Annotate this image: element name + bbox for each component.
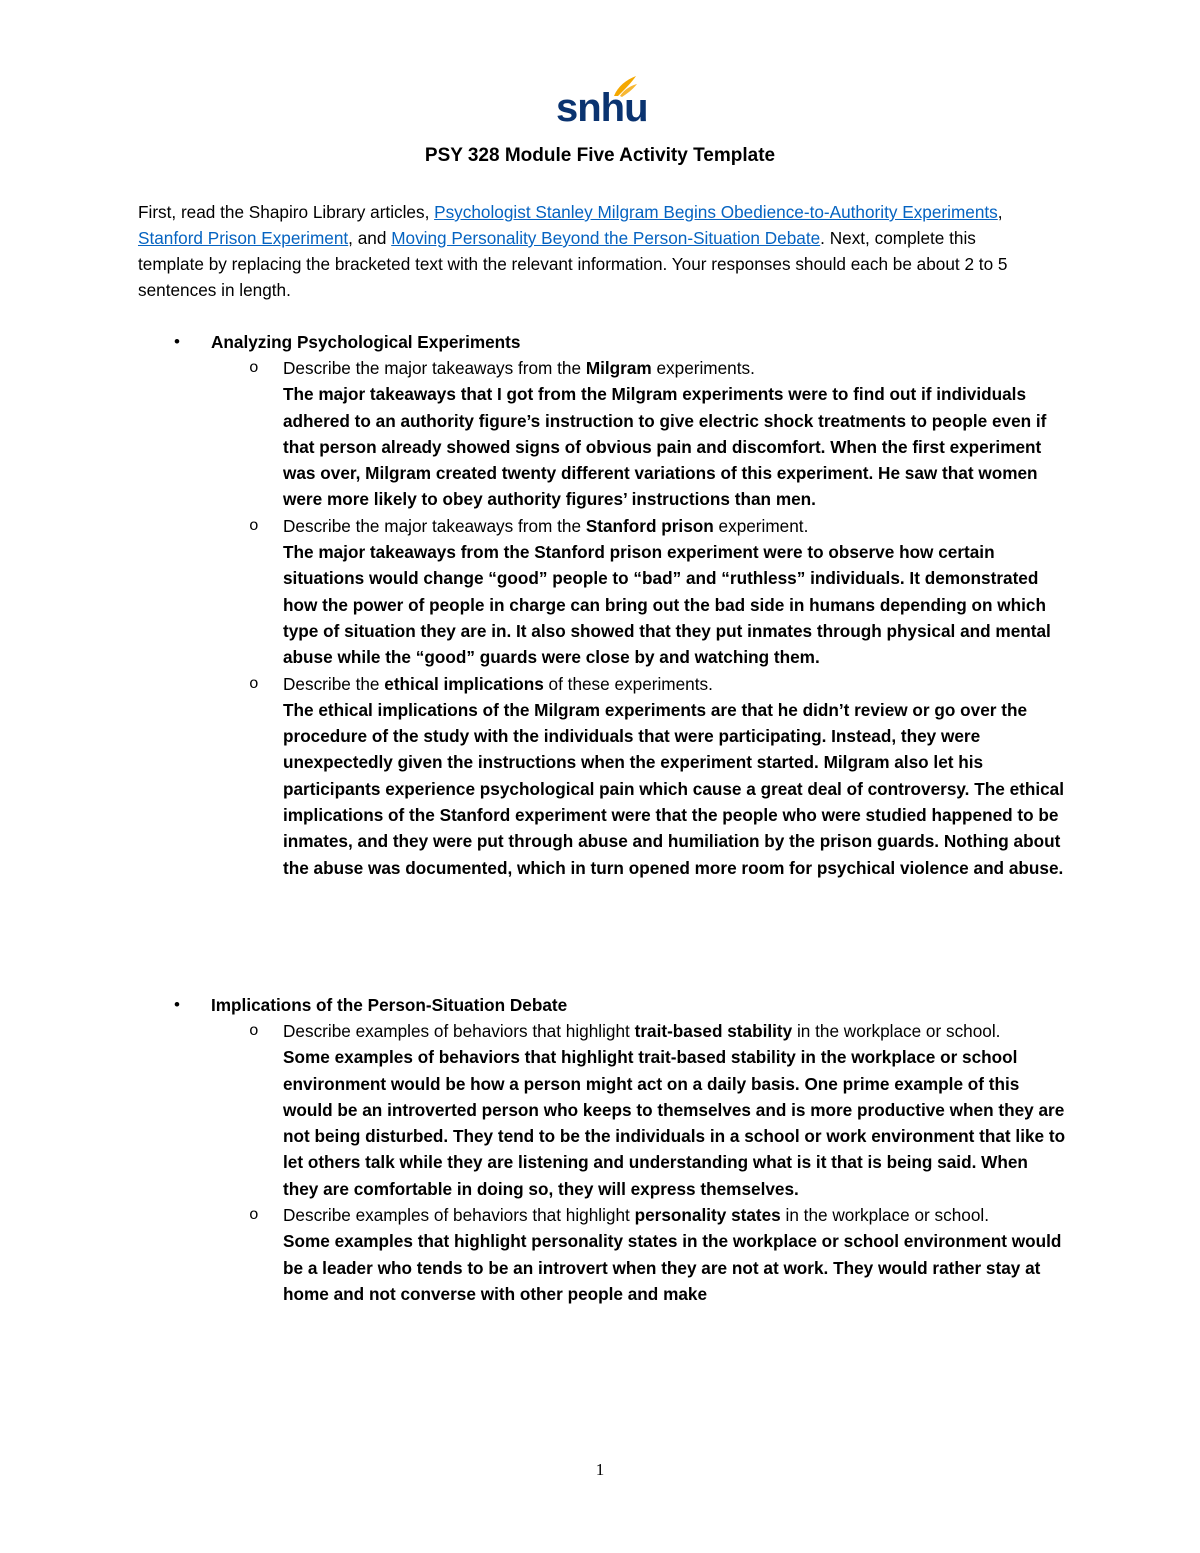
sub-bullet-marker: o: [249, 1022, 259, 1040]
list-item: [249, 355, 1068, 513]
link-person-situation-article[interactable]: Moving Personality Beyond the Person-Situation Debate: [391, 228, 821, 248]
list-item: [249, 513, 1068, 671]
section-heading: Analyzing Psychological Experiments: [211, 332, 521, 352]
page-number: 1: [595, 1460, 605, 1479]
section-heading-row: [138, 992, 1068, 1018]
question-keyword: ethical implications: [384, 673, 544, 694]
logo-wordmark: snhu: [556, 86, 648, 130]
intro-text-1: First, read the Shapiro Library articles,: [138, 202, 435, 222]
answer-text: The ethical implications of the Milgram experiments are that he didn’t review or go over the procedure of the study with the individuals that were participating. Instead, they were unexpectedly given the instructions when the experiment started. Milgram also let his participants experience psychological pain which cause a great deal of controversy. The ethical implications of the Stanford experiment were that the people who were studied happened to be inmates, and they were put through abuse and humiliation by the prison guards. Nothing about the abuse was documented, which in turn opened more room for psychical violence and abuse.: [283, 699, 1065, 878]
question-text: [283, 513, 1068, 539]
question-keyword: trait-based stability: [634, 1021, 793, 1041]
answer-text: The major takeaways from the Stanford prison experiment were to observe how certain situations would change “good” people to “bad” and “ruthless” individuals. It demonstrated how the power of people in charge can bring out the bad side in humans depending on which type of situation they are in. It also showed that they put inmates through physical and mental abuse while the “good” guards were close by and watching them.: [283, 542, 1051, 668]
bullet-marker: •: [174, 995, 180, 1014]
question-suffix: experiments.: [651, 358, 755, 378]
question-text: [283, 355, 1068, 381]
intro-text-2: . Next, complete this template by replacing the bracketed text with the relevant information. Your responses should each be about 2 to 5 sentences in length.: [138, 228, 1008, 300]
snhu-logo: [556, 74, 648, 132]
intro-separator-2: , and: [348, 228, 392, 248]
question-suffix: of these experiments.: [543, 673, 713, 694]
sub-bullet-marker: o: [249, 516, 259, 535]
question-text: [283, 1018, 1068, 1044]
section-heading-row: [138, 329, 1068, 355]
sub-bullet-marker: o: [249, 1206, 259, 1225]
question-keyword: Stanford prison: [585, 515, 714, 536]
question-prefix: Describe the major takeaways from the: [283, 358, 586, 378]
list-item: [249, 1018, 1068, 1202]
question-text: [283, 1202, 1068, 1228]
bullet-marker: •: [174, 332, 180, 351]
link-milgram-article[interactable]: Psychologist Stanley Milgram Begins Obedience-to-Authority Experiments: [434, 202, 998, 222]
document-title: PSY 328 Module Five Activity Template: [424, 145, 776, 166]
question-suffix: in the workplace or school.: [792, 1021, 1001, 1041]
question-suffix: experiment.: [713, 515, 809, 536]
link-stanford-article[interactable]: Stanford Prison Experiment: [138, 228, 349, 248]
question-text: [283, 671, 1068, 697]
section-person-situation: [138, 992, 1068, 1307]
answer-text: The major takeaways that I got from the Milgram experiments were to find out if individuals adhered to an authority figure’s instruction to give electric shock treatments to people even if that person already showed signs of obvious pain and discomfort. When the first experiment was over, Milgram created twenty different variations of this experiment. He saw that women were more likely to obey authority figures’ instructions than men.: [283, 384, 1047, 510]
list-item: [249, 1202, 1068, 1307]
answer-text: Some examples that highlight personality states in the workplace or school environment would be a leader who tends to be an introvert when they are not at work. They would rather stay at home and not converse with other people and make: [283, 1231, 1062, 1304]
intro-paragraph: [138, 199, 1038, 303]
question-prefix: Describe examples of behaviors that highlight: [283, 1021, 635, 1041]
intro-separator-1: ,: [997, 202, 1003, 222]
sub-bullet-marker: o: [249, 674, 259, 693]
answer-text: Some examples of behaviors that highlight trait-based stability in the workplace or school environment would be how a person might act on a daily basis. One prime example of this would be an introverted person who keeps to themselves and is more productive when they are not being disturbed. They tend to be the individuals in a school or work environment that like to let others talk while they are listening and understanding what is it that is being said. When they are comfortable in doing so, they will express themselves.: [283, 1047, 1066, 1199]
sub-bullet-marker: o: [249, 359, 259, 377]
question-prefix: Describe examples of behaviors that highlight: [283, 1205, 635, 1226]
list-item: [249, 671, 1068, 881]
question-suffix: in the workplace or school.: [780, 1205, 990, 1226]
section-heading: Implications of the Person-Situation Debate: [211, 995, 568, 1015]
question-keyword: Milgram: [585, 358, 652, 378]
section-analyzing-experiments: [138, 329, 1068, 881]
question-keyword: personality states: [634, 1205, 781, 1226]
question-prefix: Describe the: [283, 673, 385, 694]
question-prefix: Describe the major takeaways from the: [283, 515, 586, 536]
